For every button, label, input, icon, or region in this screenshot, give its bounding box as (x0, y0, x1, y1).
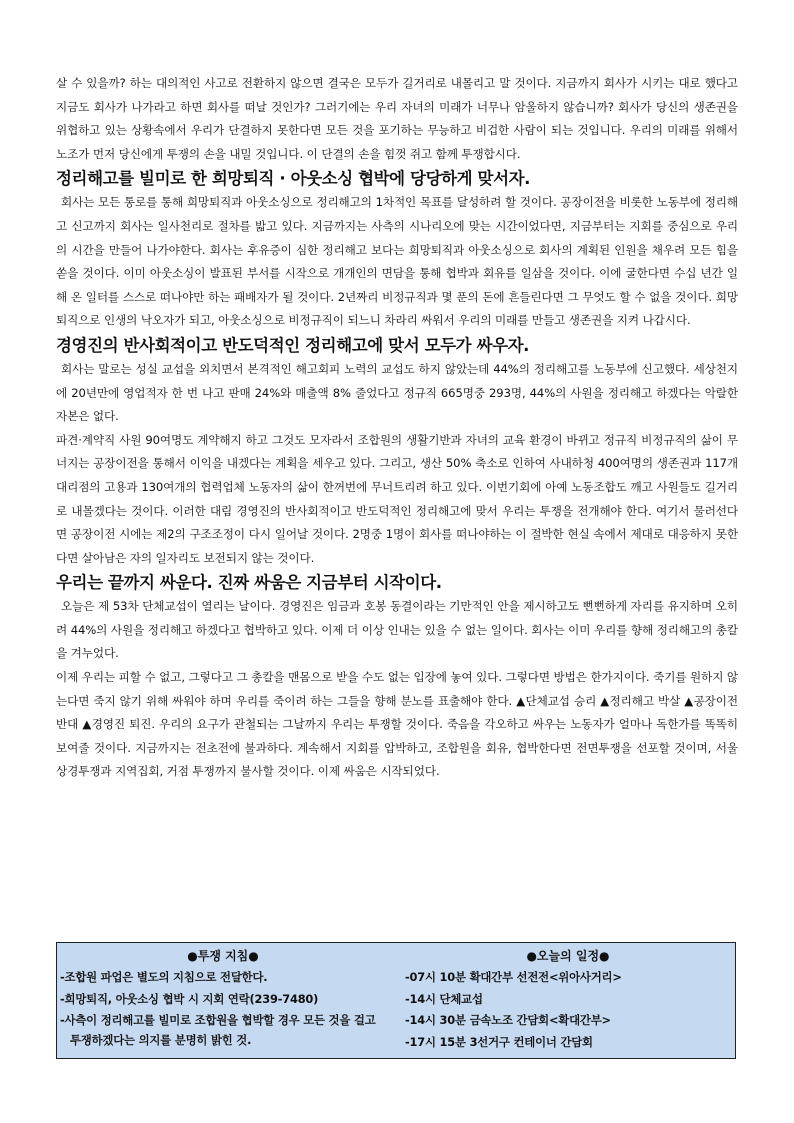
guideline-item: -사측이 정리해고를 빌미로 조합원을 협박할 경우 모든 것을 걸고 투쟁하겠다는 의지를 분명히 밝힌 것. (60, 1013, 376, 1047)
schedule-item: -14시 30분 금속노조 간담회<확대간부> (405, 1013, 611, 1027)
schedule-item: -17시 15분 3선거구 컨테이너 간담회 (405, 1034, 593, 1049)
info-box (56, 942, 736, 1059)
guideline-item: -조합원 파업은 별도의 지침으로 전달한다. (60, 970, 268, 984)
section-heading-1: 정리해고를 빌미로 한 희망퇴직 · 아웃소싱 협박에 당당하게 맞서자. (56, 169, 531, 189)
schedule-item: -14시 단체교섭 (405, 991, 483, 1006)
guidelines-title: ●투쟁 지침● (187, 949, 259, 963)
article-body (56, 72, 738, 784)
section-heading-3: 우리는 끝까지 싸운다. 진짜 싸움은 지금부터 시작이다. (56, 573, 442, 593)
section-3-paragraph-2: 이제 우리는 피할 수 없고, 그렇다고 그 총칼을 맨몸으로 받을 수도 없는 입장에 놓여 있다. 그렇다면 방법은 한가지이다. 죽기를 원하지 않는다면 죽지 않기 위해 싸워야 하며 우리를 죽이려 하는 그들을 향해 분노를 표출해야 한다. ▲단체교섭 승리 ▲정리해고 박살 ▲공장이전 반대 ▲경영진 퇴진. 우리의 요구가 관철되는 그날까지 우리는 투쟁할 것이다. 죽음을 각오하고 싸우는 노동자가 얼마나 독한가를 똑똑히 보여줄 것이다. 지금까지는 전초전에 불과하다. 계속해서 지회를 압박하고, 조합원을 회유, 협박한다면 전면투쟁을 선포할 것이며, 서울 상경투쟁과 지역집회, 거점 투쟁까지 불사할 것이다. 이제 싸움은 시작되었다. (56, 670, 738, 779)
section-2-paragraph-2: 파견·계약직 사원 90여명도 계약해지 하고 그것도 모자라서 조합원의 생활기반과 자녀의 교육 환경이 바뀌고 정규직 비정규직의 삶이 무너지는 공장이전을 통해서 이익을 내겠다는 계획을 세우고 있다. 그리고, 생산 50% 축소로 인하여 사내하청 400여명의 생존권과 117개 대리점의 고용과 130여개의 협력업체 노동자의 삶이 한꺼번에 무너트리려 하고 있다. 이번기회에 아예 노동조합도 깨고 사원들도 길거리로 내몰겠다는 것이다. 이러한 대림 경영진의 반사회적이고 반도덕적인 정리해고에 맞서 우리는 투쟁을 전개해야 한다. 여기서 물러선다면 공장이전 시에는 제2의 구조조정이 다시 일어날 것이다. 2명중 1명이 회사를 떠나야하는 이 절박한 현실 속에서 제대로 대응하지 못한다면 살아남은 자의 일자리도 보전되지 않는 것이다. (56, 432, 738, 565)
section-heading-2: 경영진의 반사회적이고 반도덕적인 정리해고에 맞서 모두가 싸우자. (56, 335, 530, 355)
section-3-paragraph-1: 오늘은 제 53차 단체교섭이 열리는 날이다. 경영진은 임금과 호봉 동결이라는 기만적인 안을 제시하고도 뻔뻔하게 자리를 유지하며 오히려 44%의 사원을 정리해고 하겠다고 협박하고 있다. 이제 더 이상 인내는 있을 수 없는 일이다. 회사는 이미 우리를 향해 정리해고의 총칼을 겨누었다. (56, 599, 738, 661)
schedule-title: ●오늘의 일정● (526, 949, 610, 963)
today-schedule (405, 943, 731, 1053)
schedule-item: -07시 10분 확대간부 선전전<위아사거리> (405, 970, 622, 984)
section-2-paragraph-1: 회사는 말로는 성실 교섭을 외치면서 본격적인 해고회피 노력의 교섭도 하지 않았는데 44%의 정리해고를 노동부에 신고했다. 세상천지에 20년만에 영업적자 한 번 나고 판매 24%와 매출액 8% 줄었다고 정규직 665명중 293명, 44%의 사원을 정리해고 하겠다는 악랄한 자본은 없다. (56, 361, 738, 424)
guideline-item: -희망퇴직, 아웃소싱 협박 시 지회 연락(239-7480) (60, 991, 319, 1006)
struggle-guidelines (60, 943, 386, 1050)
section-1-paragraph-1: 회사는 모든 통로를 통해 희망퇴직과 아웃소싱으로 정리해고의 1차적인 목표를 달성하려 할 것이다. 공장이전을 비롯한 노동부에 정리해고 신고까지 회사는 일사천리로 절차를 밟고 있다. 지금까지는 사측의 시나리오에 맞는 시간이었다면, 지금부터는 지회를 중심으로 우리의 시간을 만들어 나가야한다. 회사는 후유증이 심한 정리해고 보다는 희망퇴직과 아웃소싱으로 회사의 계획된 인원을 채우려 모든 힘을 쏟을 것이다. 이미 아웃소싱이 발표된 부서를 시작으로 개개인의 면담을 통해 협박과 회유를 일삼을 것이다. 이에 굴한다면 수십 년간 일해 온 일터를 스스로 떠나야만 하는 패배자가 될 것이다. 2년짜리 비정규직과 몇 푼의 돈에 흔들린다면 그 무엇도 할 수 없을 것이다. 희망퇴직으로 인생의 낙오자가 되고, 아웃소싱으로 비정규직이 되느니 차라리 싸워서 우리의 미래를 만들고 생존권을 지켜 나갑시다. (56, 195, 738, 328)
intro-paragraph: 살 수 있을까? 하는 대의적인 사고로 전환하지 않으면 결국은 모두가 길거리로 내몰리고 말 것이다. 지금까지 회사가 시키는 대로 했다고 지금도 회사가 나가라고 하면 회사를 떠날 것인가? 그러기에는 우리 자녀의 미래가 너무나 암울하지 않습니까? 회사가 당신의 생존권을 위협하고 있는 상황속에서 우리가 단결하지 못한다면 모든 것을 포기하는 무능하고 비겁한 사람이 되는 것입니다. 우리의 미래를 위해서 노조가 먼저 당신에게 투쟁의 손을 내밀 것입니다. 이 단결의 손을 힘껏 쥐고 함께 투쟁합시다. (56, 76, 738, 161)
